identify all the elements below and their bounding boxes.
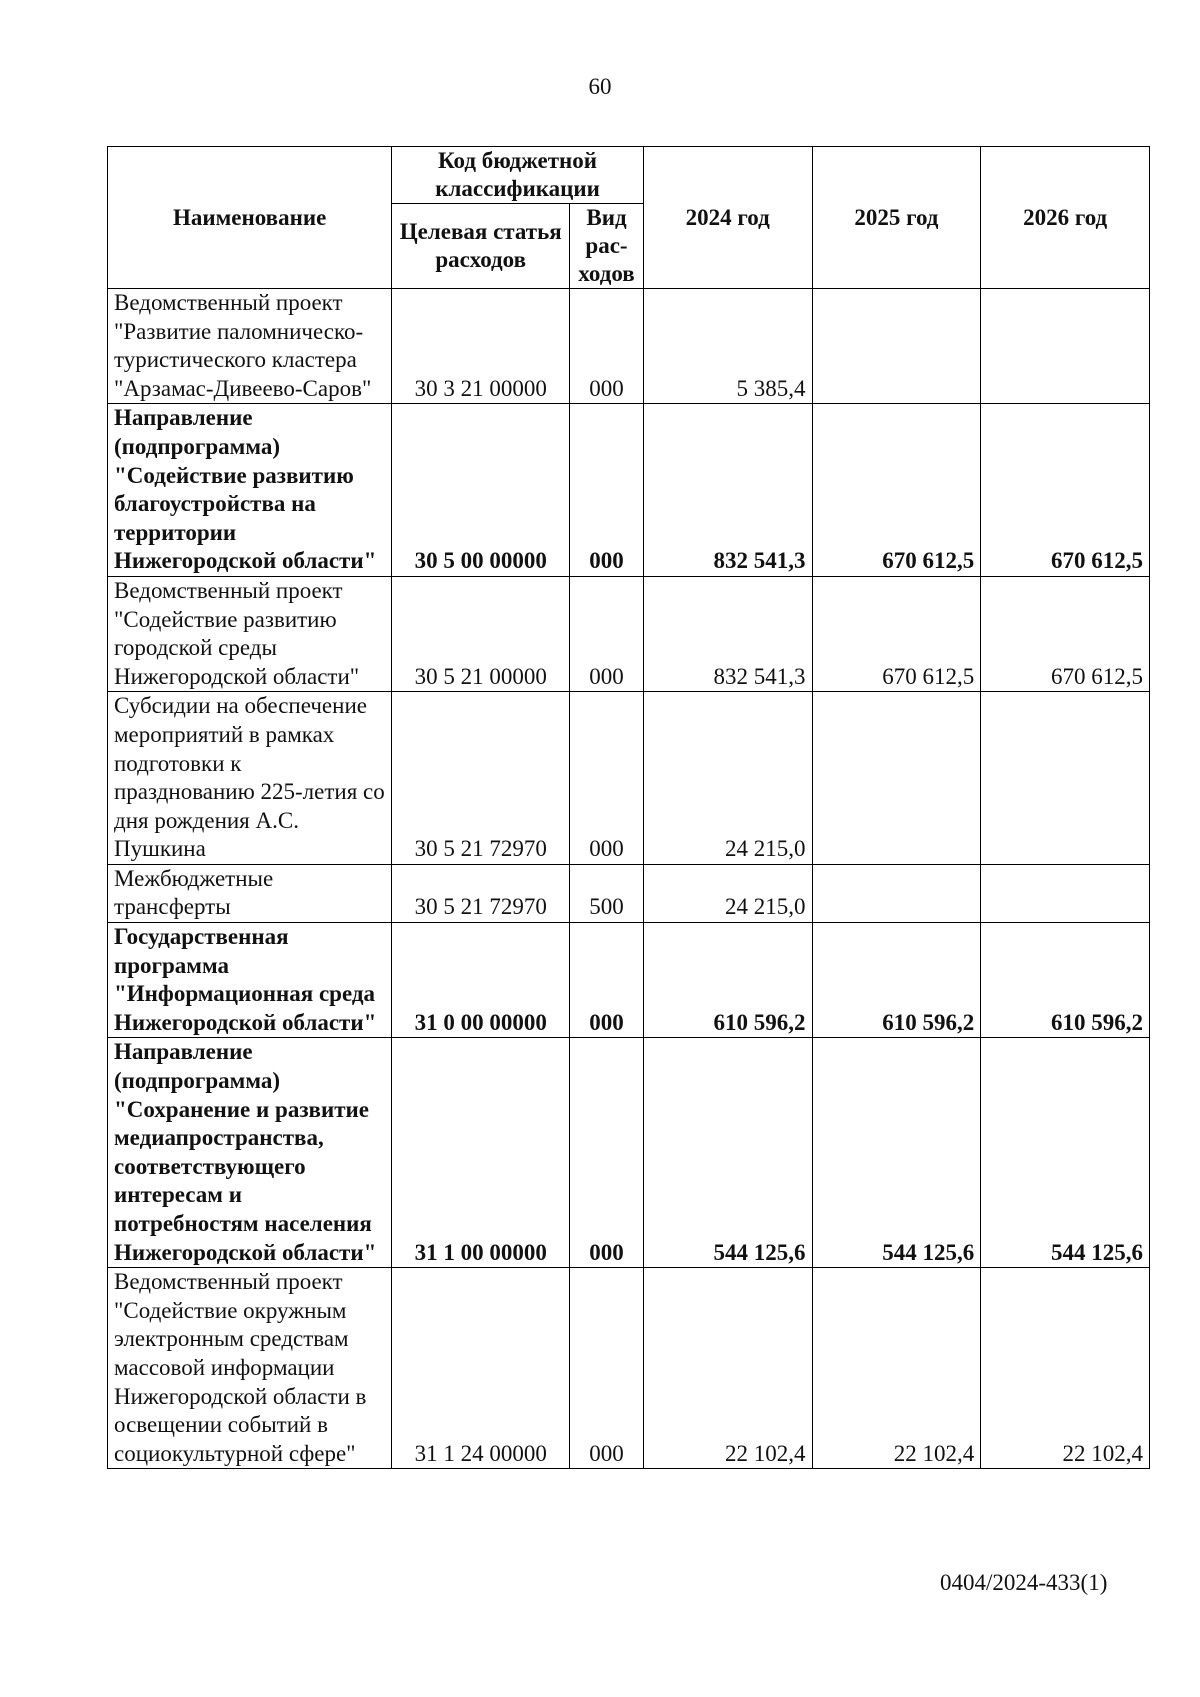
row-name-cell: Ведомственный проект "Содействие развитию городской среды Нижегородской области" <box>108 576 392 691</box>
row-2026-cell <box>981 289 1150 404</box>
row-2024-cell: 544 125,6 <box>643 1038 812 1268</box>
row-target-code-cell: 31 1 00 00000 <box>392 1038 570 1268</box>
header-kbk: Код бюджетной классификации <box>392 147 644 204</box>
row-name-cell: Направление (подпрограмма) "Содействие развитию благоустройства на территории Нижегородской области" <box>108 404 392 577</box>
table-header <box>108 147 1150 289</box>
row-name-cell: Субсидии на обеспечение мероприятий в рамках подготовки к празднованию 225-летия со дня рождения А.С. Пушкина <box>108 692 392 865</box>
row-expense-type-cell: 000 <box>570 404 644 577</box>
row-2025-cell: 544 125,6 <box>812 1038 981 1268</box>
row-2024-cell: 24 215,0 <box>643 864 812 922</box>
row-2026-cell: 670 612,5 <box>981 404 1150 577</box>
row-target-code-cell: 30 5 21 72970 <box>392 864 570 922</box>
row-expense-type-cell: 000 <box>570 289 644 404</box>
row-target-code-cell: 30 3 21 00000 <box>392 289 570 404</box>
row-2026-cell <box>981 864 1150 922</box>
row-name-cell: Направление (подпрограмма) "Сохранение и развитие медиапространства, соответствующего интересам и потребностям населения Нижегородской области" <box>108 1038 392 1268</box>
row-2024-cell: 24 215,0 <box>643 692 812 865</box>
row-expense-type-cell: 000 <box>570 576 644 691</box>
header-expense-type: Вид рас-ходов <box>570 204 644 289</box>
row-2024-cell: 832 541,3 <box>643 576 812 691</box>
row-name-cell: Государственная программа "Информационная среда Нижегородской области" <box>108 923 392 1038</box>
header-name: Наименование <box>108 147 392 289</box>
table-body <box>108 289 1150 1469</box>
row-expense-type-cell: 000 <box>570 692 644 865</box>
document-code: 0404/2024-433(1) <box>940 1570 1108 1595</box>
table-row <box>108 404 1150 577</box>
row-2025-cell: 670 612,5 <box>812 404 981 577</box>
table-row <box>108 864 1150 922</box>
row-target-code-cell: 30 5 21 72970 <box>392 692 570 865</box>
row-2025-cell: 610 596,2 <box>812 923 981 1038</box>
row-expense-type-cell: 000 <box>570 1038 644 1268</box>
row-2026-cell: 610 596,2 <box>981 923 1150 1038</box>
row-2025-cell <box>812 864 981 922</box>
row-name-cell: Ведомственный проект "Развитие паломническо-туристического кластера "Арзамас-Дивеево-Саров" <box>108 289 392 404</box>
header-2024: 2024 год <box>643 147 812 289</box>
table-row <box>108 1038 1150 1268</box>
table-row <box>108 1268 1150 1469</box>
table-row <box>108 692 1150 865</box>
row-target-code-cell: 30 5 21 00000 <box>392 576 570 691</box>
row-2025-cell: 22 102,4 <box>812 1268 981 1469</box>
header-2025: 2025 год <box>812 147 981 289</box>
row-2024-cell: 5 385,4 <box>643 289 812 404</box>
row-expense-type-cell: 000 <box>570 923 644 1038</box>
row-2025-cell <box>812 692 981 865</box>
row-expense-type-cell: 000 <box>570 1268 644 1469</box>
row-2025-cell <box>812 289 981 404</box>
page-number: 60 <box>588 74 612 99</box>
row-2026-cell: 22 102,4 <box>981 1268 1150 1469</box>
row-expense-type-cell: 500 <box>570 864 644 922</box>
row-2025-cell: 670 612,5 <box>812 576 981 691</box>
row-2026-cell: 544 125,6 <box>981 1038 1150 1268</box>
budget-table <box>107 146 1150 1469</box>
row-2024-cell: 832 541,3 <box>643 404 812 577</box>
header-2026: 2026 год <box>981 147 1150 289</box>
table-row <box>108 289 1150 404</box>
table-row <box>108 923 1150 1038</box>
row-2026-cell: 670 612,5 <box>981 576 1150 691</box>
row-name-cell: Межбюджетные трансферты <box>108 864 392 922</box>
row-name-cell: Ведомственный проект "Содействие окружным электронным средствам массовой информации Нижегородской области в освещении событий в социокультурной сфере" <box>108 1268 392 1469</box>
row-2026-cell <box>981 692 1150 865</box>
row-target-code-cell: 30 5 00 00000 <box>392 404 570 577</box>
row-target-code-cell: 31 0 00 00000 <box>392 923 570 1038</box>
row-target-code-cell: 31 1 24 00000 <box>392 1268 570 1469</box>
row-2024-cell: 22 102,4 <box>643 1268 812 1469</box>
table-row <box>108 576 1150 691</box>
header-target-article: Целевая статья расходов <box>392 204 570 289</box>
row-2024-cell: 610 596,2 <box>643 923 812 1038</box>
